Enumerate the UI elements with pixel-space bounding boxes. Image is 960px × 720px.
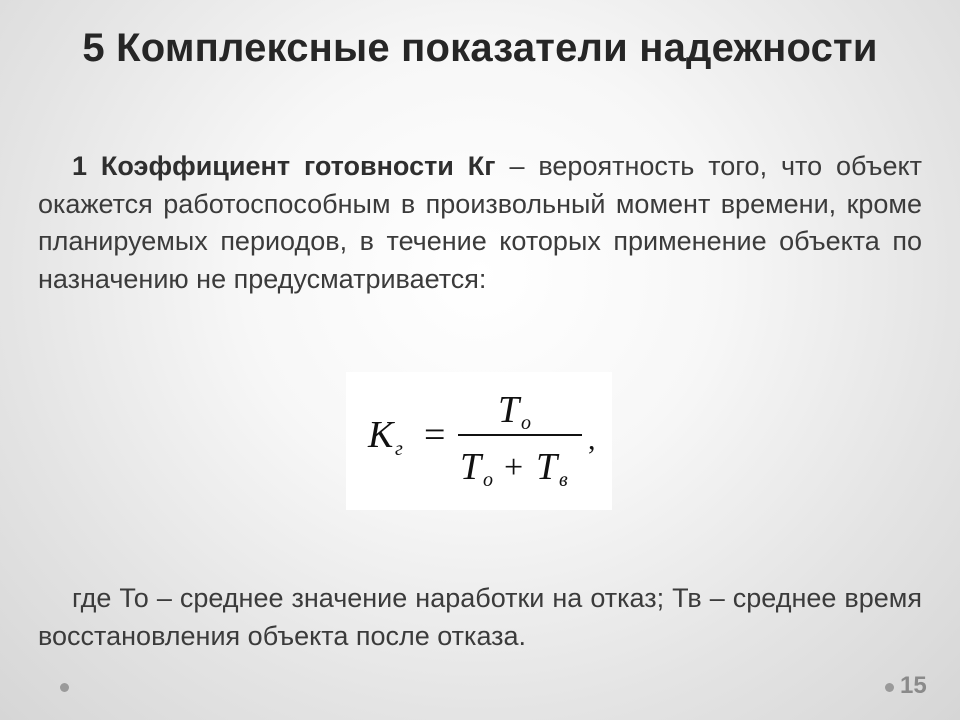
formula-svg bbox=[346, 372, 612, 510]
formula-denominator-subscript-1: o bbox=[483, 469, 493, 491]
formula-lhs-subscript: г bbox=[395, 438, 403, 460]
formula-denominator-subscript-2: в bbox=[559, 469, 568, 491]
definition-term: 1 Коэффициент готовности Кг bbox=[72, 151, 496, 181]
formula-trailing-comma: , bbox=[588, 423, 596, 456]
formula-equals: = bbox=[424, 414, 446, 456]
slide-title: 5 Комплексные показатели надежности bbox=[82, 26, 878, 70]
definition-text: – вероятность того, что объект окажется работоспособным в произвольный момент времени, кроме планируемых периодов, в течение которых применение объекта по назначению не предусматривается: bbox=[38, 151, 922, 294]
footer-bullet-right bbox=[885, 683, 894, 692]
formula-denominator-symbol-1: T bbox=[460, 446, 482, 488]
formula-numerator-symbol: T bbox=[498, 389, 520, 431]
formula-plus: + bbox=[504, 449, 524, 486]
formula-lhs-symbol: K bbox=[368, 414, 394, 456]
where-paragraph: где То – среднее значение наработки на отказ; Тв – среднее время восстановления объекта после отказа. bbox=[38, 583, 922, 651]
formula-image bbox=[346, 372, 612, 510]
definition-paragraph bbox=[38, 148, 922, 298]
footer-bullet-left bbox=[60, 683, 69, 692]
formula-numerator-subscript: o bbox=[521, 412, 531, 434]
formula-denominator-symbol-2: T bbox=[536, 446, 558, 488]
page-number: 15 bbox=[900, 672, 927, 699]
